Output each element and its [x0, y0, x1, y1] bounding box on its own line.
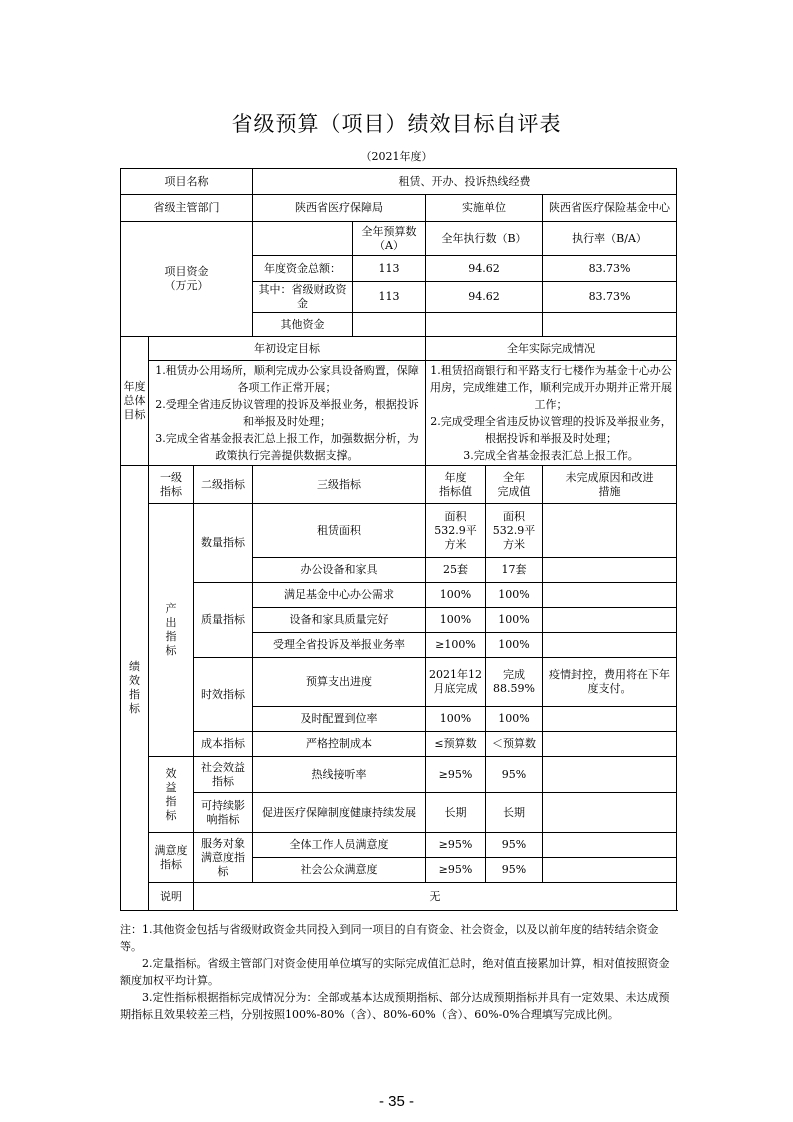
indicators-label: 绩 效 指 标	[121, 466, 149, 911]
col-exec: 全年执行数（B）	[426, 222, 543, 256]
indicator-name: 热线接听率	[253, 757, 426, 793]
funds-row-label: 年度资金总额：	[253, 256, 353, 282]
funds-exec	[426, 313, 543, 337]
col-rate: 执行率（B/A）	[543, 222, 677, 256]
indicator-reason	[543, 633, 677, 658]
indicator-name: 设备和家具质量完好	[253, 608, 426, 633]
indicator-target: ≥95%	[426, 757, 486, 793]
indicator-reason	[543, 583, 677, 608]
funds-exec: 94.62	[426, 256, 543, 282]
footnote-1: 注：1.其他资金包括与省级财政资金共同投入到同一项目的自有资金、社会资金，以及以前年度的结转结余资金等。	[120, 923, 659, 953]
indicator-name: 受理全省投诉及举报业务率	[253, 633, 426, 658]
indicator-actual: ＜预算数	[486, 732, 543, 757]
indicator-name: 严格控制成本	[253, 732, 426, 757]
funds-rate	[543, 313, 677, 337]
funds-rate: 83.73%	[543, 282, 677, 313]
indicator-target: ≥95%	[426, 858, 486, 883]
funds-exec: 94.62	[426, 282, 543, 313]
indicator-row	[121, 833, 677, 858]
indicator-target: 100%	[426, 707, 486, 732]
indicator-target: ≥100%	[426, 633, 486, 658]
indicator-name: 全体工作人员满意度	[253, 833, 426, 858]
page-title: 省级预算（项目）绩效目标自评表	[231, 112, 562, 136]
quality-label: 质量指标	[194, 583, 253, 658]
indicator-target: 2021年12 月底完成	[426, 658, 486, 707]
indicator-name: 预算支出进度	[253, 658, 426, 707]
project-name-row	[121, 169, 677, 195]
funds-budget	[353, 313, 426, 337]
indicator-reason	[543, 732, 677, 757]
goals-text-row	[121, 361, 677, 466]
indicator-reason	[543, 608, 677, 633]
indicator-target: 面积 532.9平 方米	[426, 504, 486, 558]
remark-label: 说明	[149, 883, 194, 911]
indicator-reason	[543, 793, 677, 833]
header-actual: 全年 完成值	[486, 466, 543, 504]
footnote-3: 3.定性指标根据指标完成情况分为：全部或基本达成预期指标、部分达成预期指标并具有一定效果、未达成预期指标且效果较差三档，分别按照100%-80%（含）、80%-60%（含）、60%-0%合理填写完成比例。	[120, 991, 670, 1021]
indicator-target: 100%	[426, 583, 486, 608]
funds-budget: 113	[353, 282, 426, 313]
evaluation-table	[120, 168, 677, 911]
remark-row	[121, 883, 677, 911]
funds-blank-cell	[253, 222, 353, 256]
sustain-label: 可持续影 响指标	[194, 793, 253, 833]
goals-planned-header: 年初设定目标	[149, 337, 426, 361]
indicator-reason: 疫情封控，费用将在下年度支付。	[543, 658, 677, 707]
department-row	[121, 195, 677, 222]
funds-budget: 113	[353, 256, 426, 282]
goals-actual-header: 全年实际完成情况	[426, 337, 677, 361]
impl-value: 陕西省医疗保险基金中心	[543, 195, 677, 222]
indicator-target: ≥95%	[426, 833, 486, 858]
project-name-label: 项目名称	[121, 169, 253, 195]
indicator-actual: 100%	[486, 633, 543, 658]
indicator-reason	[543, 858, 677, 883]
footnote-2: 2.定量指标。省级主管部门对资金使用单位填写的实际完成值汇总时，绝对值直接累加计算，相对值按照资金额度加权平均计算。	[120, 957, 670, 987]
goals-actual-text: 1.租赁招商银行和平路支行七楼作为基金十心办公用房，完成维建工作，顺利完成开办期并正常开展工作； 2.完成受理全省违反协议管理的投诉及举报业务，根据投诉和举报及时处理； 3.完成全省基金报表汇总上报工作。	[426, 361, 677, 466]
indicator-actual: 100%	[486, 608, 543, 633]
header-target: 年度 指标值	[426, 466, 486, 504]
goals-header-row	[121, 337, 677, 361]
indicator-actual: 17套	[486, 558, 543, 583]
indicator-name: 促进医疗保障制度健康持续发展	[253, 793, 426, 833]
header-l1: 一级 指标	[149, 466, 194, 504]
indicator-reason	[543, 558, 677, 583]
indicator-name: 满足基金中心办公需求	[253, 583, 426, 608]
indicator-actual: 95%	[486, 757, 543, 793]
funds-row-label: 其他资金	[253, 313, 353, 337]
page-number: - 35 -	[378, 1093, 414, 1110]
indicator-actual: 面积 532.9平 方米	[486, 504, 543, 558]
indicator-actual: 完成 88.59%	[486, 658, 543, 707]
header-reason: 未完成原因和改进 措施	[543, 466, 677, 504]
cost-label: 成本指标	[194, 732, 253, 757]
indicator-target: ≤预算数	[426, 732, 486, 757]
indicator-name: 租赁面积	[253, 504, 426, 558]
indicator-actual: 长期	[486, 793, 543, 833]
indicator-row	[121, 732, 677, 757]
goals-label: 年度 总体 目标	[121, 337, 149, 466]
service-label: 服务对象 满意度指 标	[194, 833, 253, 883]
header-l2: 二级指标	[194, 466, 253, 504]
impl-label: 实施单位	[426, 195, 543, 222]
indicator-row	[121, 583, 677, 608]
project-name-value: 租赁、开办、投诉热线经费	[253, 169, 677, 195]
output-label: 产 出 指 标	[149, 504, 194, 757]
indicator-header-row	[121, 466, 677, 504]
indicator-row	[121, 658, 677, 707]
indicator-name: 及时配置到位率	[253, 707, 426, 732]
timeliness-label: 时效指标	[194, 658, 253, 732]
indicator-actual: 95%	[486, 833, 543, 858]
header-l3: 三级指标	[253, 466, 426, 504]
funds-label: 项目资金 （万元）	[121, 222, 253, 337]
indicator-target: 25套	[426, 558, 486, 583]
indicator-name: 社会公众满意度	[253, 858, 426, 883]
dept-label: 省级主管部门	[121, 195, 253, 222]
indicator-target: 长期	[426, 793, 486, 833]
indicator-row	[121, 793, 677, 833]
quantity-label: 数量指标	[194, 504, 253, 583]
indicator-reason	[543, 757, 677, 793]
page-subtitle: （2021年度）	[360, 150, 433, 163]
indicator-actual: 100%	[486, 707, 543, 732]
indicator-reason	[543, 833, 677, 858]
indicator-actual: 95%	[486, 858, 543, 883]
goals-planned-text: 1.租赁办公用场所，顺利完成办公家具设备购置，保障各项工作正常开展； 2.受理全省违反协议管理的投诉及举报业务，根据投诉和举报及时处理； 3.完成全省基金报表汇总上报工作，加强数据分析，为政策执行完善提供数据支撑。	[149, 361, 426, 466]
remark-value: 无	[194, 883, 677, 911]
benefit-label: 效 益 指 标	[149, 757, 194, 833]
indicator-row	[121, 757, 677, 793]
social-label: 社会效益 指标	[194, 757, 253, 793]
funds-row-label: 其中：省级财政资金	[253, 282, 353, 313]
indicator-name: 办公设备和家具	[253, 558, 426, 583]
indicator-reason	[543, 707, 677, 732]
footnotes	[120, 921, 676, 1023]
funds-rate: 83.73%	[543, 256, 677, 282]
col-budget: 全年预算数（A）	[353, 222, 426, 256]
indicator-actual: 100%	[486, 583, 543, 608]
indicator-row	[121, 504, 677, 558]
funds-header-row	[121, 222, 677, 256]
satisfaction-label: 满意度 指标	[149, 833, 194, 883]
indicator-target: 100%	[426, 608, 486, 633]
indicator-reason	[543, 504, 677, 558]
dept-value: 陕西省医疗保障局	[253, 195, 426, 222]
